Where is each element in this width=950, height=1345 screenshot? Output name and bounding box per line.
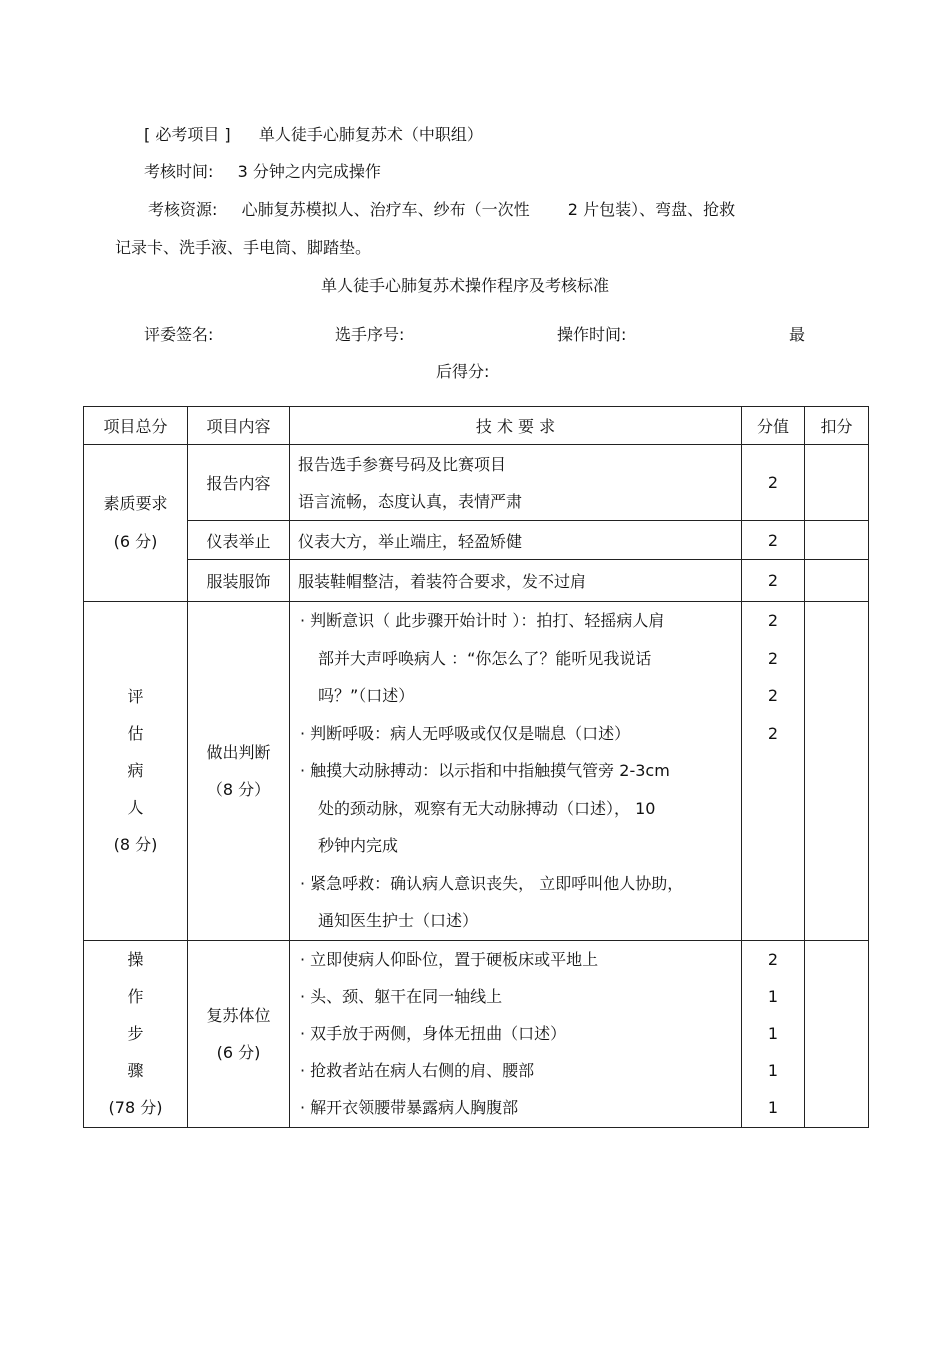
assess-total-char: 人 bbox=[127, 798, 144, 818]
header-content: 项目内容 bbox=[188, 407, 290, 445]
table-row bbox=[84, 940, 869, 1127]
exam-resource-line2: 记录卡、洗手液、手电筒、脚踏垫。 bbox=[115, 238, 372, 257]
operation-total-char: 步 bbox=[127, 1024, 144, 1043]
req-line: · 双手放于两侧，身体无扭曲（口述） bbox=[300, 1024, 567, 1043]
header-deduct: 扣分 bbox=[805, 407, 869, 445]
operation-total-cell bbox=[84, 940, 188, 1127]
req-line: · 判断意识（ 此步骤开始计时 ）：拍打、轻摇病人肩 bbox=[300, 611, 665, 630]
table-row bbox=[84, 602, 869, 941]
assess-content-cell bbox=[188, 602, 290, 941]
final-score-label-b: 后得分: bbox=[436, 362, 490, 381]
quality-content-report: 报告内容 bbox=[188, 445, 290, 521]
quality-req-report bbox=[290, 445, 742, 521]
exam-resource-text-b: 2 片包装）、弯盘、抢救 bbox=[567, 200, 736, 219]
operation-req-cell bbox=[290, 940, 742, 1127]
final-score-label-a: 最 bbox=[789, 325, 806, 344]
req-line: 处的颈动脉，观察有无大动脉搏动（口述）， 10 bbox=[318, 798, 656, 818]
operation-total-points: (78 分) bbox=[108, 1098, 163, 1117]
assess-total-points: (8 分) bbox=[113, 835, 158, 855]
req-line: · 头、颈、躯干在同一轴线上 bbox=[300, 987, 503, 1006]
req-line: · 判断呼吸：病人无呼吸或仅仅是喘息（口述） bbox=[300, 723, 631, 743]
req-line: 语言流畅，态度认真，表情严肃 bbox=[298, 491, 523, 511]
exam-resource-text-a: 心肺复苏模拟人、治疗车、纱布（一次性 bbox=[241, 200, 530, 219]
table-row bbox=[84, 560, 869, 602]
score-value: 2 bbox=[767, 648, 779, 668]
assess-req-cell bbox=[290, 602, 742, 941]
req-line: 部并大声呼唤病人 ：“你怎么了？能听见我说话 bbox=[318, 648, 652, 668]
operation-content-cell bbox=[188, 940, 290, 1127]
assess-content-points: （8 分） bbox=[206, 779, 271, 799]
score-value: 1 bbox=[767, 1098, 779, 1117]
score-value: 1 bbox=[767, 987, 779, 1006]
header-total: 项目总分 bbox=[84, 407, 188, 445]
table-row bbox=[84, 521, 869, 560]
quality-score-attire: 2 bbox=[742, 560, 805, 602]
quality-score-report: 2 bbox=[742, 445, 805, 521]
assess-content-label: 做出判断 bbox=[206, 742, 271, 762]
quality-deduct-manner bbox=[805, 521, 869, 560]
header-requirement: 技 术 要 求 bbox=[290, 407, 742, 445]
assess-total-cell bbox=[84, 602, 188, 941]
operation-content-label: 复苏体位 bbox=[206, 1005, 271, 1025]
exam-time-value: 3 分钟之内完成操作 bbox=[237, 162, 381, 181]
score-value: 2 bbox=[767, 686, 779, 705]
quality-req-manner: 仪表大方，举止端庄，轻盈矫健 bbox=[290, 521, 742, 560]
quality-score-manner: 2 bbox=[742, 521, 805, 560]
req-line: · 立即使病人仰卧位，置于硬板床或平地上 bbox=[300, 950, 599, 969]
exam-resource-line bbox=[148, 200, 735, 220]
exam-time-label: 考核时间: bbox=[144, 162, 214, 181]
operation-total-char: 作 bbox=[127, 987, 144, 1006]
operation-deduct-cell bbox=[805, 940, 869, 1127]
score-value: 2 bbox=[767, 950, 779, 969]
quality-req-attire: 服装鞋帽整洁，着装符合要求，发不过肩 bbox=[290, 560, 742, 602]
header-score: 分值 bbox=[742, 407, 805, 445]
req-line: · 解开衣领腰带暴露病人胸腹部 bbox=[300, 1098, 519, 1117]
exam-time-line bbox=[144, 162, 381, 182]
req-line: · 紧急呼救：确认病人意识丧失， 立即呼叫他人协助， bbox=[300, 873, 684, 893]
assess-total-char: 病 bbox=[127, 761, 144, 781]
req-line: 通知医生护士（口述） bbox=[318, 911, 479, 930]
score-value: 2 bbox=[767, 611, 779, 630]
exam-resource-label: 考核资源: bbox=[148, 200, 218, 219]
operation-total-char: 骤 bbox=[127, 1061, 144, 1080]
assess-total-char: 评 bbox=[127, 687, 144, 707]
assess-total-char: 估 bbox=[127, 724, 144, 744]
quality-total-label: 素质要求 bbox=[103, 494, 168, 513]
operation-content-points: (6 分) bbox=[216, 1042, 261, 1062]
contestant-no-label: 选手序号: bbox=[335, 325, 405, 344]
quality-deduct-attire bbox=[805, 560, 869, 602]
quality-total-cell bbox=[84, 445, 188, 602]
judge-sign-label: 评委签名: bbox=[144, 325, 214, 344]
quality-deduct-report bbox=[805, 445, 869, 521]
table-header-row bbox=[84, 407, 869, 445]
exam-title: 单人徒手心肺复苏术（中职组） bbox=[258, 125, 483, 144]
header-line-required bbox=[144, 125, 483, 145]
req-line: · 触摸大动脉搏动：以示指和中指触摸气管旁 2-3cm bbox=[300, 761, 670, 780]
table-row bbox=[84, 445, 869, 521]
quality-content-attire: 服装服饰 bbox=[188, 560, 290, 602]
quality-content-manner: 仪表举止 bbox=[188, 521, 290, 560]
required-tag: [ 必考项目 ] bbox=[144, 125, 231, 144]
score-value: 1 bbox=[767, 1061, 779, 1080]
score-value: 1 bbox=[767, 1024, 779, 1043]
assess-score-cell bbox=[742, 602, 805, 941]
operation-total-char: 操 bbox=[127, 950, 144, 969]
quality-total-points: (6 分) bbox=[113, 532, 158, 551]
req-line: 报告选手参赛号码及比赛项目 bbox=[298, 454, 507, 474]
req-line: · 抢救者站在病人右侧的肩、腰部 bbox=[300, 1061, 535, 1080]
req-line: 吗？”（口述） bbox=[318, 686, 415, 705]
req-line: 秒钟内完成 bbox=[318, 836, 399, 855]
operation-time-label: 操作时间: bbox=[557, 325, 627, 344]
assess-deduct-cell bbox=[805, 602, 869, 941]
scoring-table bbox=[83, 406, 869, 1128]
doc-title: 单人徒手心肺复苏术操作程序及考核标准 bbox=[320, 276, 609, 295]
score-value: 2 bbox=[767, 723, 779, 743]
operation-score-cell bbox=[742, 940, 805, 1127]
